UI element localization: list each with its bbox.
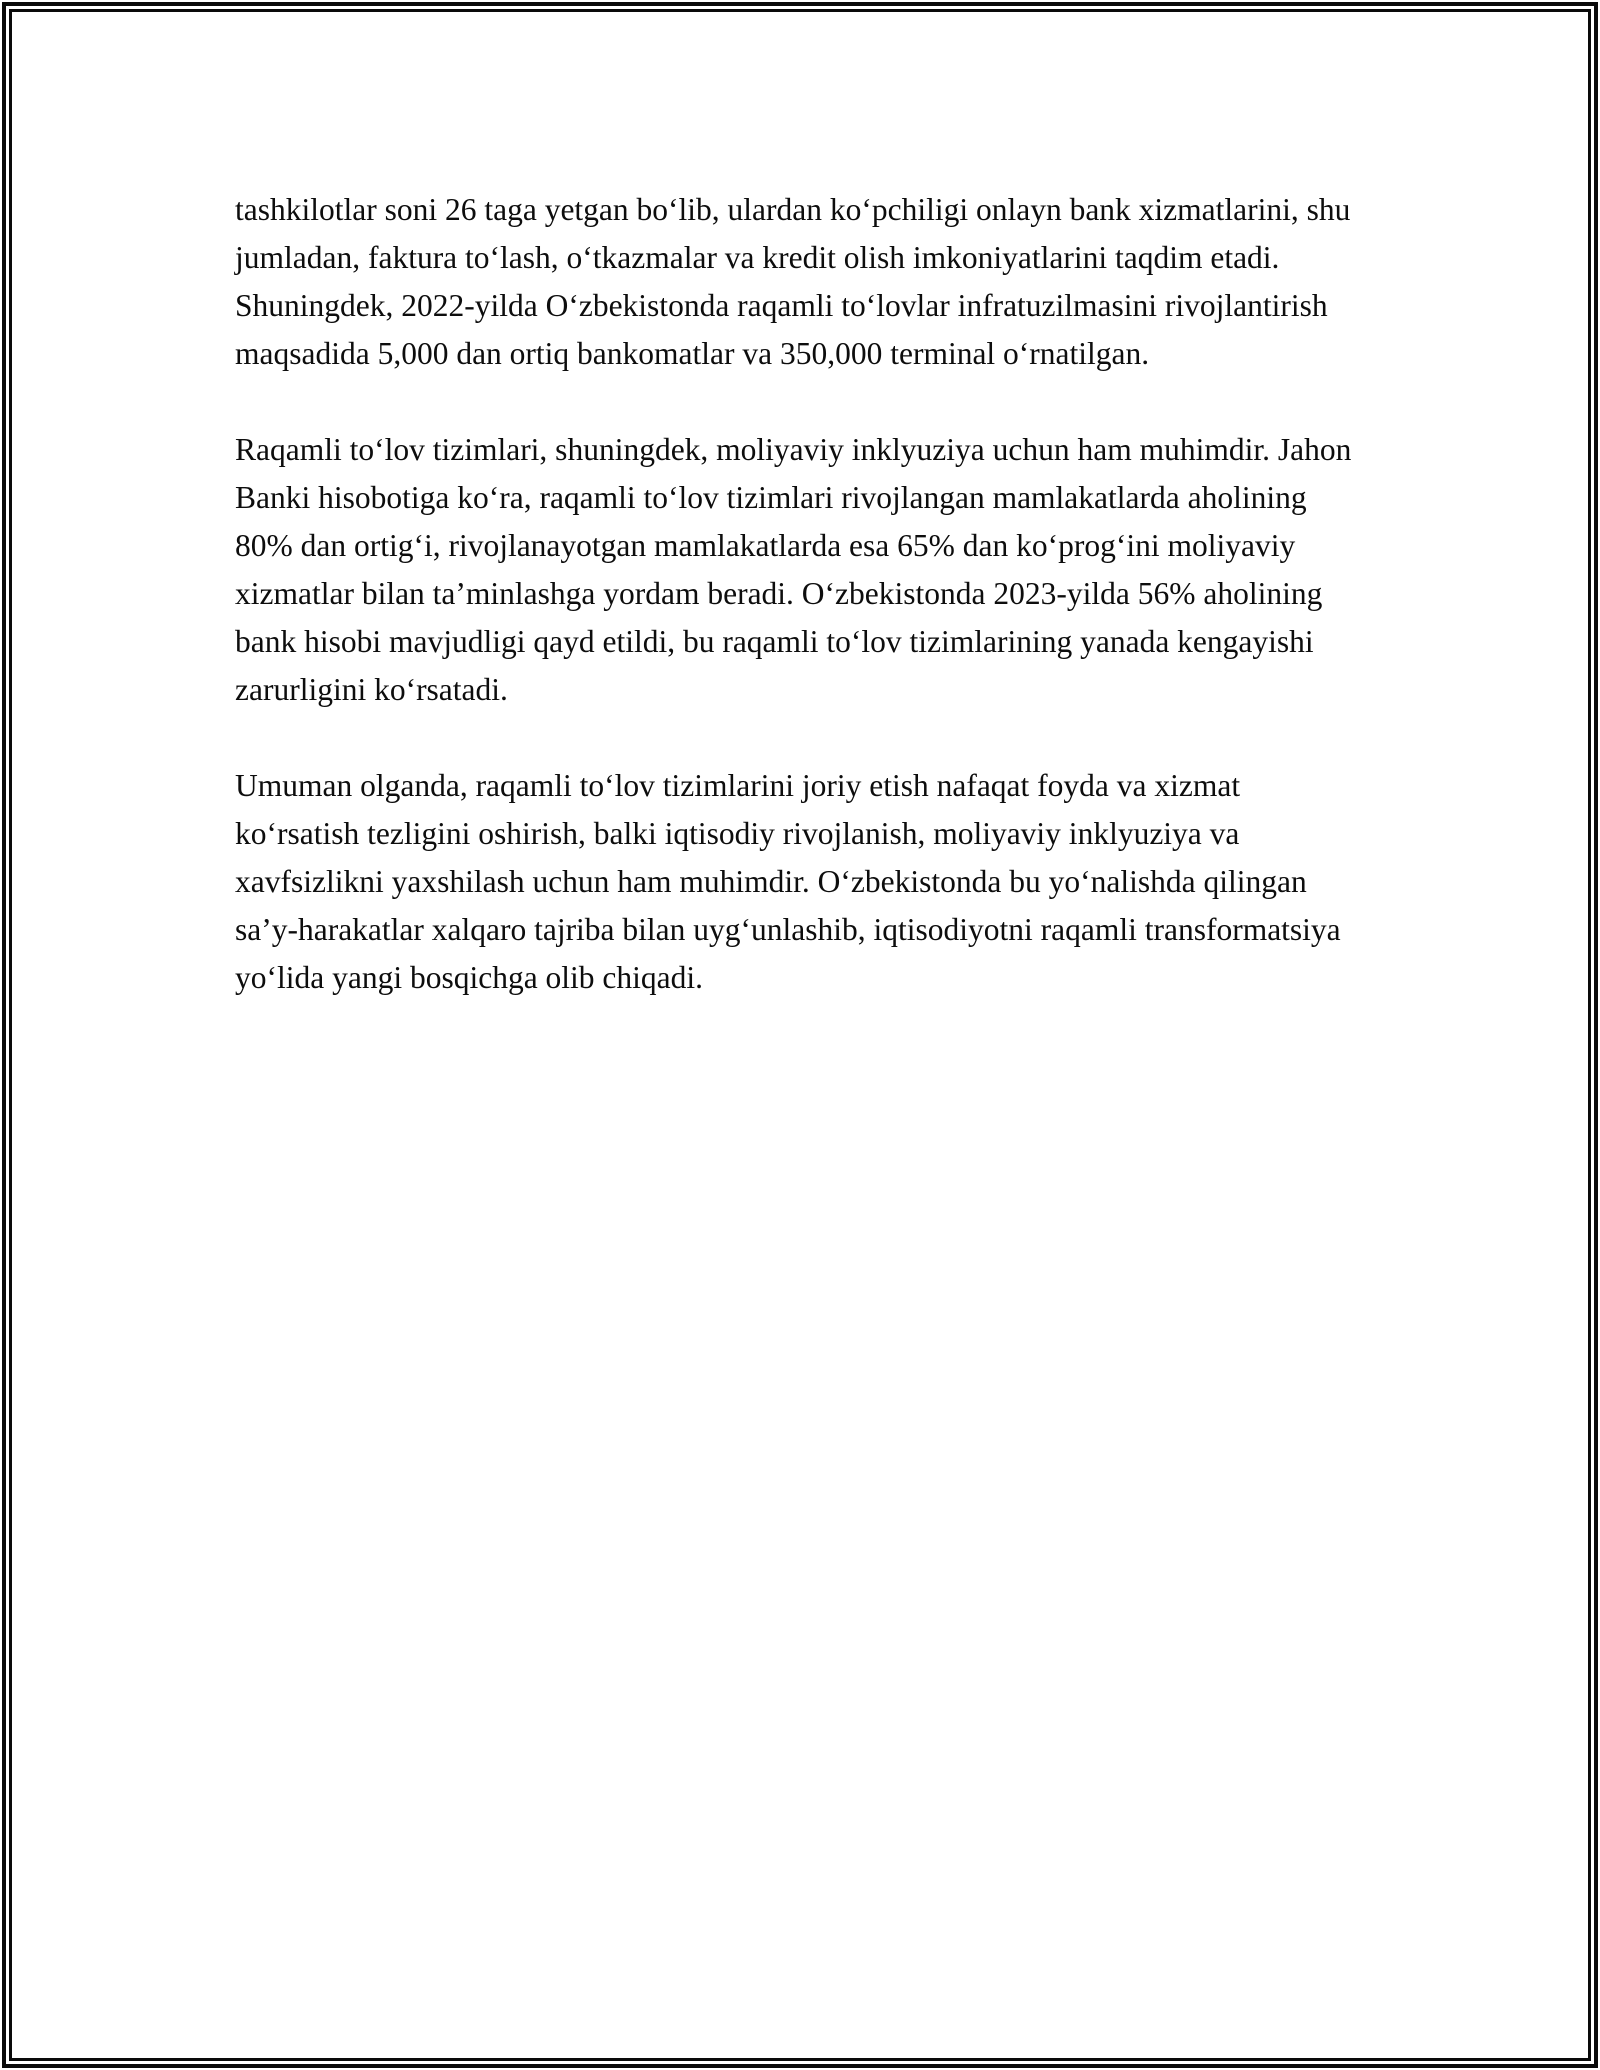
paragraph-2: Raqamli toʻlov tizimlari, shuningdek, moliyaviy inklyuziya uchun ham muhimdir. Jahon Banki hisobotiga koʻra, raqamli toʻlov tizimlari rivojlangan mamlakatlarda aholining 80% dan ortigʻi, rivojlanayotgan mamlakatlarda esa 65% dan koʻprogʻini moliyaviy xizmatlar bilan ta’minlashga yordam beradi. Oʻzbekistonda 2023-yilda 56% aholining bank hisobi mavjudligi qayd etildi, bu raqamli toʻlov tizimlarining yanada kengayishi zarurligini koʻrsatadi.	[235, 432, 1352, 707]
paragraph-3: Umuman olganda, raqamli toʻlov tizimlarini joriy etish nafaqat foyda va xizmat koʻrsatish tezligini oshirish, balki iqtisodiy rivojlanish, moliyaviy inklyuziya va xavfsizlikni yaxshilash uchun ham muhimdir. Oʻzbekistonda bu yoʻnalishda qilingan sa’y-harakatlar xalqaro tajriba bilan uygʻunlashib, iqtisodiyotni raqamli transformatsiya yoʻlida yangi bosqichga olib chiqadi.	[235, 768, 1341, 995]
document-body-text	[235, 186, 1365, 1002]
paragraph-1: tashkilotlar soni 26 taga yetgan boʻlib, ulardan koʻpchiligi onlayn bank xizmatlarini, shu jumladan, faktura toʻlash, oʻtkazmalar va kredit olish imkoniyatlarini taqdim etadi. Shuningdek, 2022-yilda Oʻzbekistonda raqamli toʻlovlar infratuzilmasini rivojlantirish maqsadida 5,000 dan ortiq bankomatlar va 350,000 terminal oʻrnatilgan.	[235, 192, 1351, 371]
